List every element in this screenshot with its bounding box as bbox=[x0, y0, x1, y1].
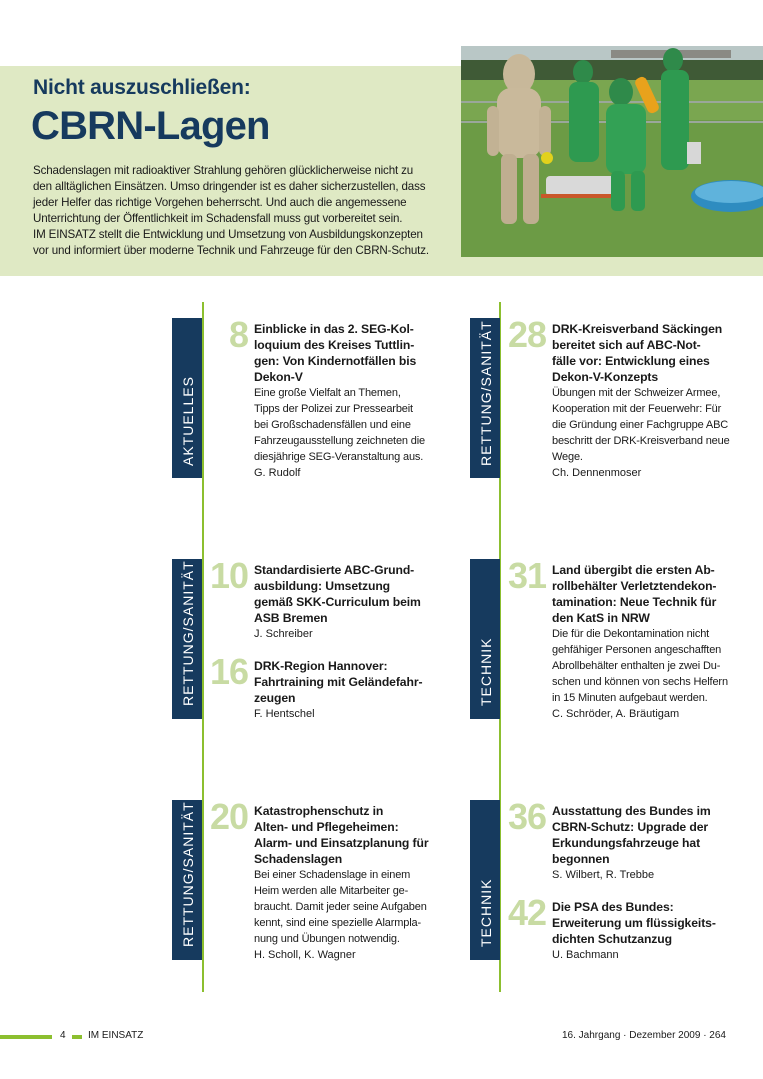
page-number: 10 bbox=[209, 555, 248, 596]
toc-entry-10[interactable] bbox=[209, 555, 454, 642]
entry-author: U. Bachmann bbox=[552, 949, 619, 961]
toc-entry-31[interactable] bbox=[507, 555, 752, 722]
entry-title: Standardisierte ABC-Grund- ausbildung: Umsetzung gemäß SKK-Curriculum beim ASB Bremen bbox=[254, 563, 421, 625]
section-label: TECHNIK bbox=[478, 637, 494, 706]
footer-magazine: IM EINSATZ bbox=[88, 1030, 144, 1041]
section-label: RETTUNG/SANITÄT bbox=[180, 801, 196, 947]
section-label: AKTUELLES bbox=[180, 376, 196, 466]
page-number: 8 bbox=[228, 314, 248, 355]
entry-title: Ausstattung des Bundes im CBRN-Schutz: Upgrade der Erkundungsfahrzeuge hat begonnen bbox=[552, 804, 711, 866]
page-number: 31 bbox=[507, 555, 546, 596]
toc-entry-36[interactable] bbox=[507, 796, 752, 883]
entry-author: G. Rudolf bbox=[254, 467, 301, 479]
toc-entry-28[interactable] bbox=[507, 314, 752, 481]
entry-description: Übungen mit der Schweizer Armee, Kooperation mit der Feuerwehr: Für die Gründung einer Fachgruppe ABC beschritt der DRK-Kreisverband neue Wege. bbox=[552, 387, 730, 463]
page-number: 36 bbox=[507, 796, 546, 837]
toc-entry-42[interactable] bbox=[507, 892, 752, 963]
entry-title: Land übergibt die ersten Ab- rollbehälter Verletztendekon- tamination: Neue Technik für den KatS in NRW bbox=[552, 563, 717, 625]
page-number: 20 bbox=[209, 796, 248, 837]
page-title: CBRN-Lagen bbox=[31, 104, 270, 148]
footer-bar-left bbox=[0, 1035, 52, 1039]
entry-title: Die PSA des Bundes: Erweiterung um flüssigkeits- dichten Schutzanzug bbox=[552, 900, 716, 946]
kicker: Nicht auszuschließen: bbox=[33, 76, 251, 99]
toc-entry-20[interactable] bbox=[209, 796, 454, 963]
page-number: 42 bbox=[507, 892, 546, 933]
entry-author: Ch. Dennenmoser bbox=[552, 467, 642, 479]
entry-author: J. Schreiber bbox=[254, 628, 313, 640]
entry-title: Katastrophenschutz in Alten- und Pflegeheimen: Alarm- und Einsatzplanung für Schadenslagen bbox=[254, 804, 429, 866]
page-number: 16 bbox=[209, 651, 248, 692]
entry-description: Eine große Vielfalt an Themen, Tipps der Polizei zur Pressearbeit bei Großschadensfällen und eine Fahrzeugausstellung zeichneten die diesjährige SEG-Veranstaltung aus. bbox=[254, 387, 426, 463]
toc-entry-8[interactable] bbox=[228, 314, 454, 481]
footer-bar-mid bbox=[72, 1035, 82, 1039]
entry-author: S. Wilbert, R. Trebbe bbox=[552, 869, 655, 881]
footer-page-number: 4 bbox=[60, 1030, 66, 1041]
cover-photo bbox=[461, 46, 763, 257]
footer-issue: 16. Jahrgang · Dezember 2009 · 264 bbox=[562, 1030, 726, 1041]
entry-title: Einblicke in das 2. SEG-Kol- loquium des Kreises Tuttlin- gen: Von Kindernotfällen bis Dekon-V bbox=[254, 322, 417, 384]
toc-entry-16[interactable] bbox=[209, 651, 454, 722]
page-number: 28 bbox=[507, 314, 546, 355]
entry-author: H. Scholl, K. Wagner bbox=[254, 949, 356, 961]
section-label: RETTUNG/SANITÄT bbox=[180, 560, 196, 706]
entry-title: DRK-Region Hannover: Fahrtraining mit Geländefahr- zeugen bbox=[254, 659, 423, 705]
section-label: TECHNIK bbox=[478, 878, 494, 947]
entry-description: Die für die Dekontamination nicht gehfähiger Personen angeschafften Abrollbehälter enthalten je zwei Du- schen und können von sechs Helfern in 15 Minuten aufgebaut werden. bbox=[552, 628, 728, 704]
divider-left bbox=[202, 302, 204, 992]
entry-title: DRK-Kreisverband Säckingen bereitet sich auf ABC-Not- fälle vor: Entwicklung eines Dekon-V-Konzepts bbox=[552, 322, 723, 384]
section-label: RETTUNG/SANITÄT bbox=[478, 320, 494, 466]
entry-author: C. Schröder, A. Bräutigam bbox=[552, 708, 680, 720]
entry-description: Bei einer Schadenslage in einem Heim werden alle Mitarbeiter ge- braucht. Damit jeder seine Aufgaben kennt, sind eine spezielle Alarmpla- nung und Übungen notwendig. bbox=[254, 869, 427, 945]
entry-author: F. Hentschel bbox=[254, 708, 315, 720]
intro-text: Schadenslagen mit radioaktiver Strahlung gehören glücklicherweise nicht zu den alltäglichen Einsätzen. Umso dringender ist es daher sicherzustellen, dass jeder Helfer das richtige Vorgehen beherrscht. Und auch die angemessene Unterrichtung der Öffentlichkeit im Schadensfall muss gut vorbereitet sein. IM EINSATZ stellt die Entwicklung und Umsetzung von Ausbildungskonzepten vor und informiert über moderne Technik und Fahrzeuge für den CBRN-Schutz. bbox=[33, 164, 429, 257]
